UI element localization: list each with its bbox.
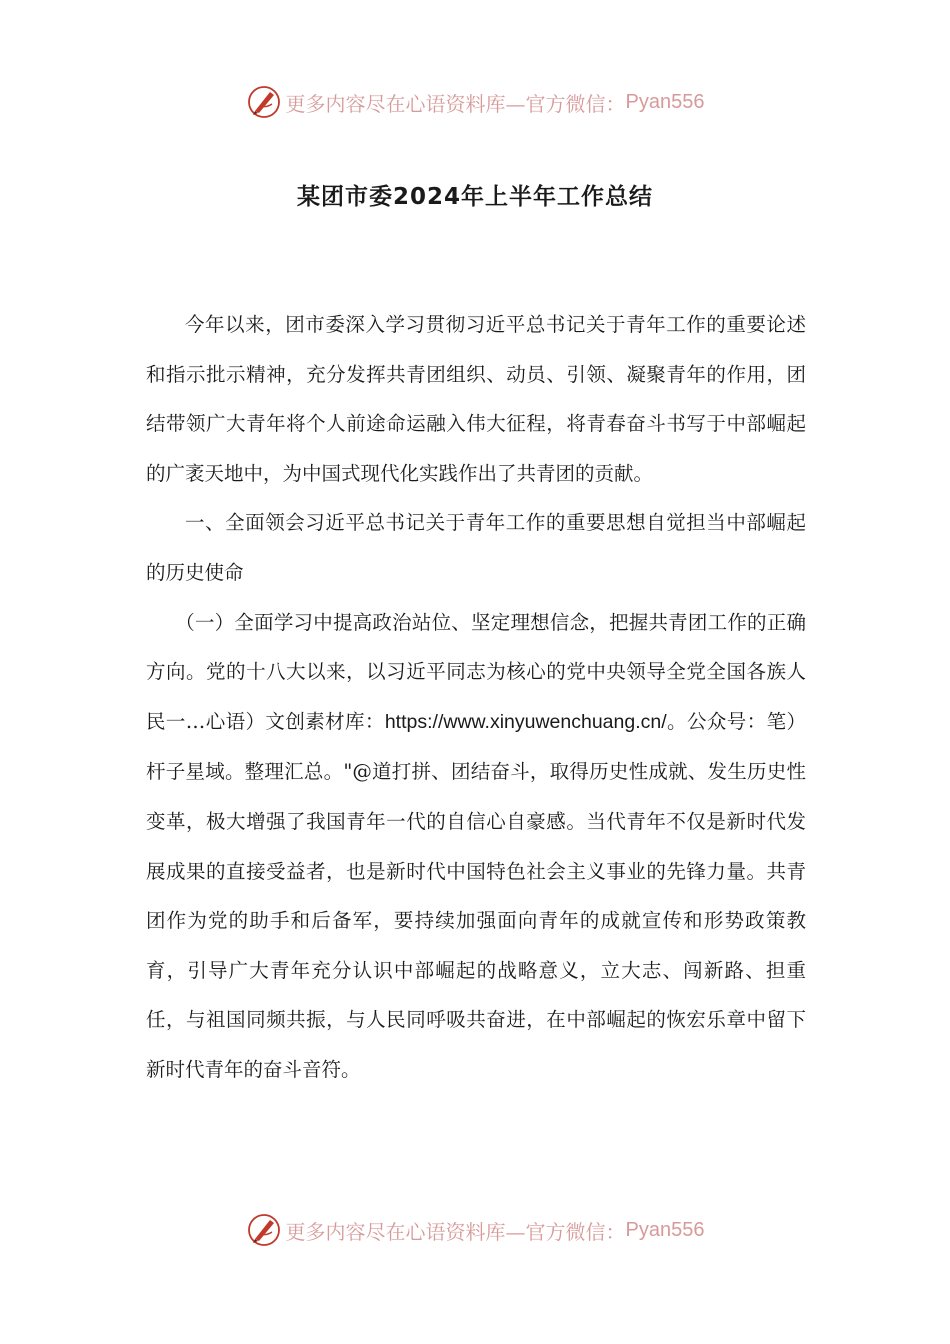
subsection-text-part2: 。公众号：笔）杆子星域。整理汇总。"@道打拼、团结奋斗，取得历史性成就、发生历史性变革，极大增强了我国青年一代的自信心自豪感。当代青年不仅是新时代发展成果的直接受益者，也是新时代中国特色社会主义事业的先锋力量。共青团作为党的助手和后备军，要持续加强面向青年的成就宣传和形势政策教育，引导广大青年充分认识中部崛起的战略意义，立大志、闯新路、担重任，与祖国同频共振，与人民同呼吸共奋进，在中部崛起的恢宏乐章中留下新时代青年的奋斗音符。	[146, 709, 806, 1081]
watermark-wechat-id: Pyan556	[625, 1218, 705, 1241]
subsection-text-part1: （一）全面学习中提高政治站位、坚定理想信念，把握共青团工作的正确方向。党的十八大以来，以习近平同志为核心的党中央领导全党全国各族人民一…心语）文创素材库：	[146, 610, 806, 733]
watermark-wechat-id: Pyan556	[625, 90, 705, 113]
subsection-paragraph	[146, 598, 806, 1095]
document-body	[146, 300, 806, 1095]
watermark-footer	[0, 1210, 950, 1250]
intro-paragraph: 今年以来，团市委深入学习贯彻习近平总书记关于青年工作的重要论述和指示批示精神，充分发挥共青团组织、动员、引领、凝聚青年的作用，团结带领广大青年将个人前途命运融入伟大征程，将青春奋斗书写于中部崛起的广袤天地中，为中国式现代化实践作出了共青团的贡献。	[146, 313, 806, 485]
section-heading: 一、全面领会习近平总书记关于青年工作的重要思想自觉担当中部崛起的历史使命	[146, 511, 806, 584]
quill-pen-logo-icon	[246, 1212, 282, 1248]
watermark-text: 更多内容尽在心语资料库—官方微信：	[285, 1219, 626, 1244]
watermark-text: 更多内容尽在心语资料库—官方微信：	[285, 91, 626, 116]
watermark-header	[0, 82, 950, 122]
document-title: 某团市委2024年上半年工作总结	[296, 184, 653, 210]
quill-pen-logo-icon	[246, 84, 282, 120]
source-url: https://www.xinyuwenchuang.cn/	[384, 710, 667, 733]
